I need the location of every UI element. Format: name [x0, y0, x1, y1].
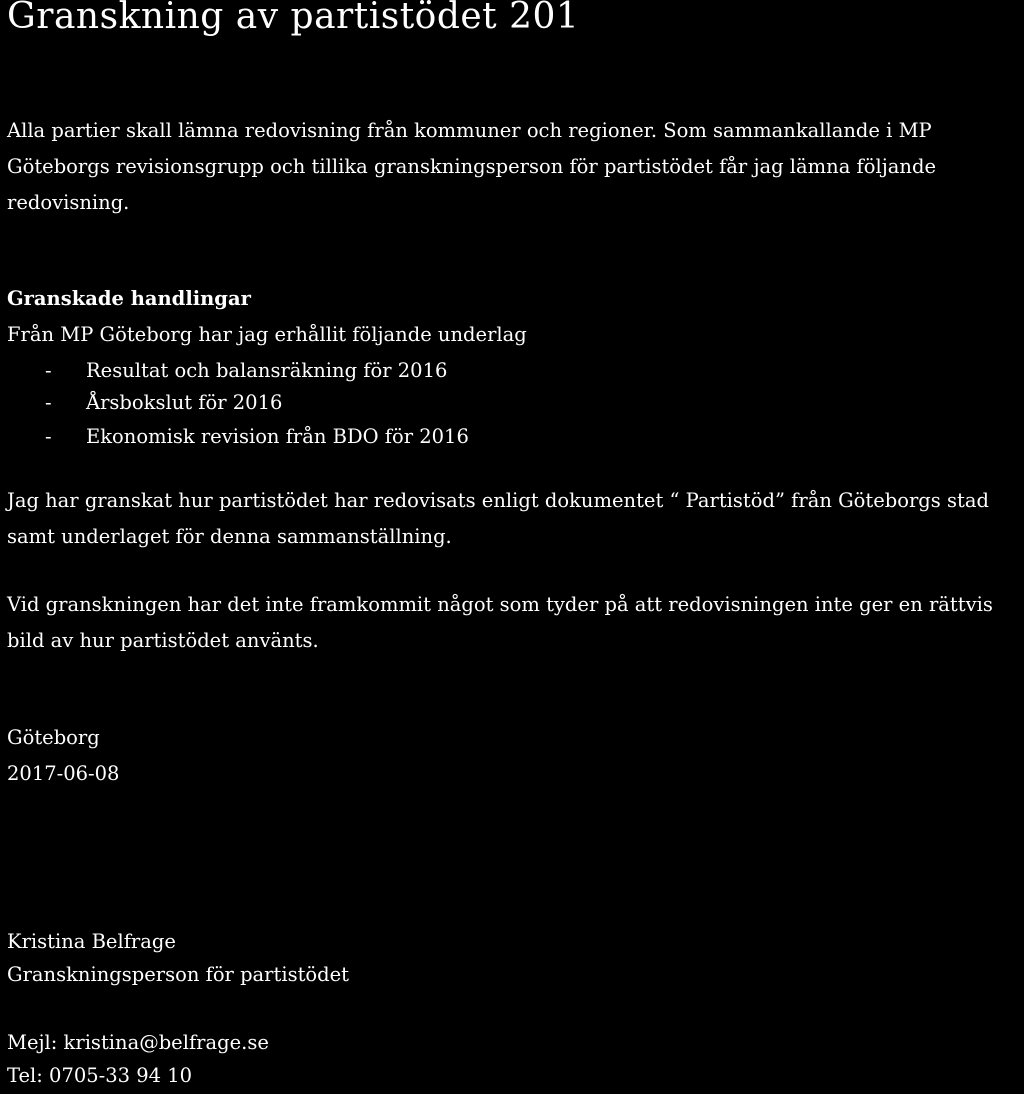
signer-name: Kristina Belfrage — [7, 930, 176, 953]
list-dash: - — [45, 359, 52, 382]
place: Göteborg — [7, 726, 100, 749]
list-item-text: Ekonomisk revision från BDO för 2016 — [86, 425, 469, 448]
date: 2017-06-08 — [7, 762, 120, 785]
list-dash: - — [45, 391, 52, 414]
list-dash: - — [45, 425, 52, 448]
section-lead: Från MP Göteborg har jag erhållit följande underlag — [7, 323, 527, 346]
review-paragraph: Jag har granskat hur partistödet har redovisats enligt dokumentet “ Partistöd” från Göteborgs stad samt underlaget för denna sammanställning. — [7, 489, 989, 548]
document-title: Granskning av partistödet 201 — [7, 0, 580, 37]
intro-paragraph: Alla partier skall lämna redovisning från kommuner och regioner. Som sammankallande i MP Göteborgs revisionsgrupp och tillika granskningsperson för partistödet får jag lämna följande redovisning. — [7, 119, 936, 214]
conclusion-paragraph: Vid granskningen har det inte framkommit något som tyder på att redovisningen inte ger en rättvis bild av hur partistödet använts. — [7, 593, 993, 652]
contact-email: Mejl: kristina@belfrage.se — [7, 1031, 269, 1054]
list-item-text: Årsbokslut för 2016 — [86, 391, 283, 414]
contact-phone: Tel: 0705-33 94 10 — [7, 1064, 193, 1087]
list-item-text: Resultat och balansräkning för 2016 — [86, 359, 448, 382]
section-heading: Granskade handlingar — [7, 287, 251, 310]
signer-role: Granskningsperson för partistödet — [7, 963, 350, 986]
